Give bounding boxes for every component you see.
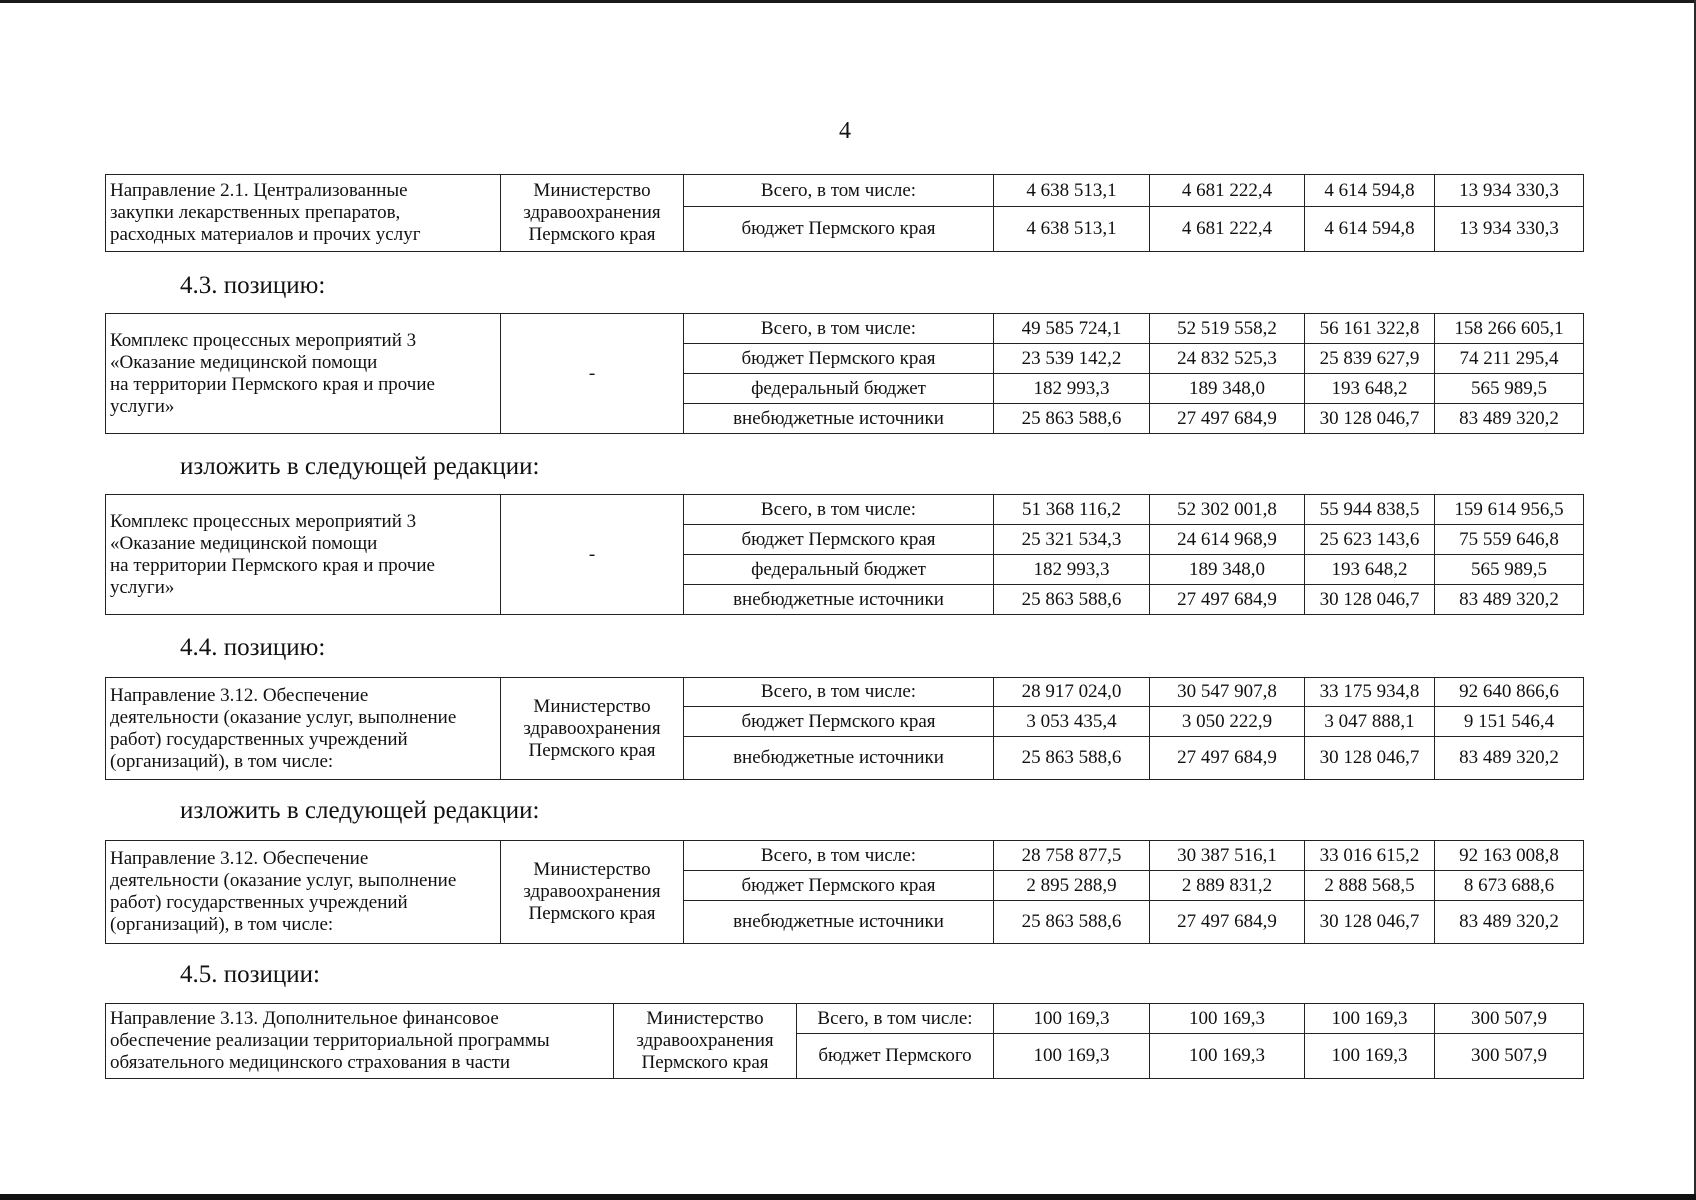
text-line: «Оказание медицинской помощи [110,532,378,554]
budget-table-direction-3-12-current [105,677,1584,780]
total-value: 74 211 295,4 [1435,344,1584,374]
text-line: здравоохранения [523,881,661,902]
text-line: Пермского края [528,903,656,924]
year-1-value: 4 638 513,1 [994,207,1150,252]
year-3-value: 33 175 934,8 [1305,678,1435,707]
funding-source-cell: внебюджетные источники [684,404,994,434]
text-line: здравоохранения [636,1030,774,1051]
year-3-value: 3 047 888,1 [1305,707,1435,737]
year-2-value: 27 497 684,9 [1150,585,1305,615]
text-line: здравоохранения [523,717,661,739]
funding-source-cell: Всего, в том числе: [684,314,994,344]
total-value: 159 614 956,5 [1435,495,1584,525]
funding-source-cell: бюджет Пермского края [684,871,994,901]
text-line: закупки лекарственных препаратов, [110,202,401,223]
year-1-value: 100 169,3 [994,1034,1150,1079]
year-2-value: 24 832 525,3 [1150,344,1305,374]
text-line: обязательного медицинского страхования в части [110,1052,511,1073]
year-3-value: 30 128 046,7 [1305,404,1435,434]
year-3-value: 25 839 627,9 [1305,344,1435,374]
year-2-value: 4 681 222,4 [1150,207,1305,252]
year-3-value: 193 648,2 [1305,555,1435,585]
total-value: 300 507,9 [1435,1004,1584,1034]
total-value: 8 673 688,6 [1435,871,1584,901]
year-1-value: 182 993,3 [994,555,1150,585]
total-value: 83 489 320,2 [1435,404,1584,434]
funding-source-cell: бюджет Пермского края [684,207,994,252]
year-2-value: 24 614 968,9 [1150,525,1305,555]
total-value: 13 934 330,3 [1435,207,1584,252]
year-1-value: 23 539 142,2 [994,344,1150,374]
year-2-value: 4 681 222,4 [1150,175,1305,207]
text-line: здравоохранения [523,202,661,223]
section-heading-4-3: 4.3. позицию: [180,272,326,299]
table-row [106,175,1584,207]
text-line: «Оказание медицинской помощи [110,351,378,373]
year-3-value: 100 169,3 [1305,1004,1435,1034]
total-value: 83 489 320,2 [1435,901,1584,944]
text-line: услуги» [110,576,175,598]
year-3-value: 193 648,2 [1305,374,1435,404]
responsible-cell [501,841,684,944]
year-3-value: 30 128 046,7 [1305,901,1435,944]
year-2-value: 52 302 001,8 [1150,495,1305,525]
year-1-value: 25 863 588,6 [994,585,1150,615]
funding-source-cell: Всего, в том числе: [684,175,994,207]
text-line: обеспечение реализации территориальной программы [110,1030,550,1051]
position-name-cell [106,314,501,434]
page-number: 4 [839,118,851,144]
position-name-cell [106,175,501,252]
total-value: 300 507,9 [1435,1034,1584,1079]
section-heading-4-5: 4.5. позиции: [180,961,320,988]
text-line: Комплекс процессных мероприятий 3 [110,510,417,532]
section-heading-4-4: 4.4. позицию: [180,634,326,661]
position-name-cell [106,841,501,944]
text-line: расходных материалов и прочих услуг [110,224,421,245]
funding-source-cell: Всего, в том числе: [684,495,994,525]
text-line: Пермского края [528,224,656,245]
year-1-value: 3 053 435,4 [994,707,1150,737]
funding-source-cell: внебюджетные источники [684,585,994,615]
year-2-value: 52 519 558,2 [1150,314,1305,344]
total-value: 92 640 866,6 [1435,678,1584,707]
text-line: Министерство [533,859,651,880]
text-line: Комплекс процессных мероприятий 3 [110,329,417,351]
position-name-cell [106,495,501,615]
total-value: 9 151 546,4 [1435,707,1584,737]
year-1-value: 100 169,3 [994,1004,1150,1034]
responsible-cell [614,1004,797,1079]
table-row [106,495,1584,525]
total-value: 83 489 320,2 [1435,737,1584,780]
responsible-cell: - [501,495,684,615]
budget-table-complex-3-new [105,494,1584,615]
text-line: на территории Пермского края и прочие [110,554,435,576]
year-2-value: 30 547 907,8 [1150,678,1305,707]
year-3-value: 4 614 594,8 [1305,175,1435,207]
year-3-value: 100 169,3 [1305,1034,1435,1079]
year-3-value: 30 128 046,7 [1305,737,1435,780]
total-value: 565 989,5 [1435,555,1584,585]
funding-source-cell: Всего, в том числе: [684,841,994,871]
year-1-value: 25 863 588,6 [994,737,1150,780]
year-3-value: 25 623 143,6 [1305,525,1435,555]
year-2-value: 100 169,3 [1150,1034,1305,1079]
text-line: Министерство [646,1008,764,1029]
text-line: работ) государственных учреждений [110,892,408,913]
budget-table-direction-3-13 [105,1003,1584,1079]
year-1-value: 2 895 288,9 [994,871,1150,901]
year-3-value: 33 016 615,2 [1305,841,1435,871]
position-name-cell [106,678,501,780]
funding-source-cell: внебюджетные источники [684,737,994,780]
funding-source-cell: Всего, в том числе: [797,1004,994,1034]
year-1-value: 182 993,3 [994,374,1150,404]
year-1-value: 4 638 513,1 [994,175,1150,207]
year-2-value: 189 348,0 [1150,374,1305,404]
funding-source-cell: внебюджетные источники [684,901,994,944]
year-2-value: 3 050 222,9 [1150,707,1305,737]
year-2-value: 189 348,0 [1150,555,1305,585]
year-1-value: 25 863 588,6 [994,404,1150,434]
section-heading-new-edition: изложить в следующей редакции: [180,453,540,480]
year-2-value: 27 497 684,9 [1150,737,1305,780]
total-value: 13 934 330,3 [1435,175,1584,207]
year-3-value: 30 128 046,7 [1305,585,1435,615]
budget-table-direction-3-12-new [105,840,1584,944]
text-line: деятельности (оказание услуг, выполнение [110,706,457,728]
year-2-value: 27 497 684,9 [1150,901,1305,944]
text-line: деятельности (оказание услуг, выполнение [110,870,457,891]
text-line: Пермского края [528,739,656,761]
text-line: Направление 2.1. Централизованные [110,180,408,201]
text-line: услуги» [110,395,175,417]
text-line: на территории Пермского края и прочие [110,373,435,395]
page-bottom-edge [0,1194,1696,1200]
total-value: 158 266 605,1 [1435,314,1584,344]
responsible-cell [501,175,684,252]
year-3-value: 56 161 322,8 [1305,314,1435,344]
text-line: Направление 3.12. Обеспечение [110,684,369,706]
year-3-value: 55 944 838,5 [1305,495,1435,525]
total-value: 83 489 320,2 [1435,585,1584,615]
year-1-value: 49 585 724,1 [994,314,1150,344]
total-value: 565 989,5 [1435,374,1584,404]
funding-source-cell: бюджет Пермского края [684,344,994,374]
year-1-value: 51 368 116,2 [994,495,1150,525]
budget-table-direction-2-1 [105,174,1584,252]
table-row [106,841,1584,871]
total-value: 92 163 008,8 [1435,841,1584,871]
text-line: Министерство [533,695,651,717]
page-top-edge [0,0,1696,3]
year-1-value: 28 758 877,5 [994,841,1150,871]
year-3-value: 4 614 594,8 [1305,207,1435,252]
text-line: Пермского края [641,1052,769,1073]
text-line: Направление 3.12. Обеспечение [110,848,369,869]
year-2-value: 2 889 831,2 [1150,871,1305,901]
section-heading-new-edition-2: изложить в следующей редакции: [180,797,540,824]
text-line: работ) государственных учреждений [110,728,408,750]
funding-source-cell: федеральный бюджет [684,374,994,404]
year-2-value: 27 497 684,9 [1150,404,1305,434]
responsible-cell: - [501,314,684,434]
year-1-value: 25 321 534,3 [994,525,1150,555]
budget-table-complex-3-current [105,313,1584,434]
year-1-value: 28 917 024,0 [994,678,1150,707]
year-1-value: 25 863 588,6 [994,901,1150,944]
year-3-value: 2 888 568,5 [1305,871,1435,901]
text-line: (организаций), в том числе: [110,750,334,772]
responsible-cell [501,678,684,780]
text-line: Направление 3.13. Дополнительное финансовое [110,1008,499,1029]
position-name-cell [106,1004,614,1079]
funding-source-cell: Всего, в том числе: [684,678,994,707]
year-2-value: 100 169,3 [1150,1004,1305,1034]
total-value: 75 559 646,8 [1435,525,1584,555]
year-2-value: 30 387 516,1 [1150,841,1305,871]
funding-source-cell: федеральный бюджет [684,555,994,585]
text-line: (организаций), в том числе: [110,914,334,935]
table-row [106,678,1584,707]
table-row [106,314,1584,344]
funding-source-cell: бюджет Пермского края [684,707,994,737]
text-line: Министерство [533,180,651,201]
table-row [106,1004,1584,1034]
funding-source-cell: бюджет Пермского края [684,525,994,555]
funding-source-cell: бюджет Пермского [797,1034,994,1079]
